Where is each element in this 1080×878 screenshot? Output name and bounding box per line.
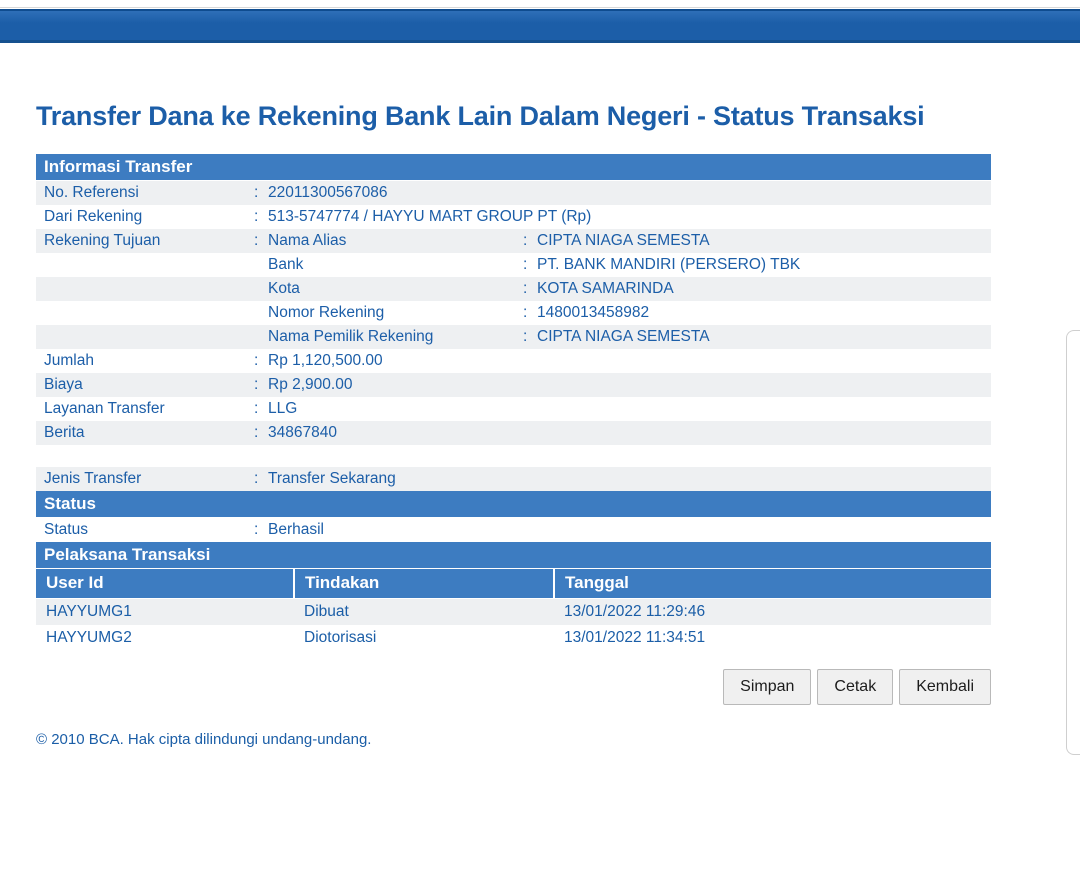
column-header-tindakan: Tindakan: [294, 569, 554, 599]
save-button[interactable]: Simpan: [723, 669, 811, 705]
colon: :: [246, 181, 260, 206]
cell-user-id: HAYYUMG1: [36, 599, 294, 626]
table-spacer: [36, 445, 991, 467]
label-empty: [36, 253, 246, 277]
value-biaya: Rp 2,900.00: [260, 373, 991, 397]
colon: :: [515, 253, 529, 277]
colon: :: [246, 397, 260, 421]
executor-header-row: [36, 569, 991, 599]
label-layanan-transfer: Layanan Transfer: [36, 397, 246, 421]
app-header-bar: [0, 9, 1080, 43]
row-rekening-tujuan-bank: [36, 253, 991, 277]
subvalue-nomor-rekening: 1480013458982: [529, 301, 991, 325]
label-biaya: Biaya: [36, 373, 246, 397]
label-status: Status: [36, 518, 246, 543]
label-empty: [36, 301, 246, 325]
page-content: [0, 43, 1080, 748]
colon-empty: [246, 325, 260, 349]
cell-tindakan: Dibuat: [294, 599, 554, 626]
value-no-referensi: 22011300567086: [260, 181, 991, 206]
status-header-label: Status: [36, 491, 991, 518]
label-empty: [36, 325, 246, 349]
label-no-referensi: No. Referensi: [36, 181, 246, 206]
value-dari-rekening: 513-5747774 / HAYYU MART GROUP PT (Rp): [260, 205, 991, 229]
cell-user-id: HAYYUMG2: [36, 625, 294, 651]
colon: :: [246, 229, 260, 253]
back-button[interactable]: Kembali: [899, 669, 991, 705]
transfer-info-section-header: [36, 154, 991, 181]
subvalue-nama-pemilik: CIPTA NIAGA SEMESTA: [529, 325, 991, 349]
row-jumlah: [36, 349, 991, 373]
executor-table: [36, 569, 991, 651]
value-jenis-transfer: Transfer Sekarang: [260, 467, 991, 491]
page-title: Transfer Dana ke Rekening Bank Lain Dalam Negeri - Status Transaksi: [36, 101, 925, 131]
colon: :: [246, 518, 260, 543]
row-jenis-transfer: [36, 467, 991, 491]
colon: :: [515, 277, 529, 301]
label-jenis-transfer: Jenis Transfer: [36, 467, 246, 491]
status-section-header: [36, 491, 991, 518]
value-jumlah: Rp 1,120,500.00: [260, 349, 991, 373]
transfer-info-table: [36, 154, 991, 569]
table-row: [36, 625, 991, 651]
row-rekening-tujuan-pemilik: [36, 325, 991, 349]
copyright-footer: © 2010 BCA. Hak cipta dilindungi undang-undang.: [36, 731, 372, 748]
sublabel-bank: Bank: [260, 253, 515, 277]
column-header-tanggal: Tanggal: [554, 569, 991, 599]
value-layanan-transfer: LLG: [260, 397, 991, 421]
colon-empty: [246, 253, 260, 277]
cell-tanggal: 13/01/2022 11:34:51: [554, 625, 991, 651]
row-biaya: [36, 373, 991, 397]
header-bar-sheen: [0, 11, 1080, 23]
label-berita: Berita: [36, 421, 246, 445]
label-jumlah: Jumlah: [36, 349, 246, 373]
cell-tindakan: Diotorisasi: [294, 625, 554, 651]
label-dari-rekening: Dari Rekening: [36, 205, 246, 229]
colon-empty: [246, 277, 260, 301]
colon: :: [246, 421, 260, 445]
colon: :: [246, 467, 260, 491]
label-rekening-tujuan: Rekening Tujuan: [36, 229, 246, 253]
subvalue-nama-alias: CIPTA NIAGA SEMESTA: [529, 229, 991, 253]
colon: :: [246, 205, 260, 229]
row-rekening-tujuan-nama-alias: [36, 229, 991, 253]
label-empty: [36, 277, 246, 301]
transfer-info-header-label: Informasi Transfer: [36, 154, 991, 181]
cell-tanggal: 13/01/2022 11:29:46: [554, 599, 991, 626]
colon-empty: [246, 301, 260, 325]
colon: :: [515, 301, 529, 325]
colon: :: [246, 373, 260, 397]
transfer-info-panel: [36, 154, 991, 651]
print-button[interactable]: Cetak: [817, 669, 893, 705]
action-button-row: [36, 669, 991, 705]
sublabel-nama-alias: Nama Alias: [260, 229, 515, 253]
row-no-referensi: [36, 181, 991, 206]
subvalue-bank: PT. BANK MANDIRI (PERSERO) TBK: [529, 253, 991, 277]
sublabel-nama-pemilik: Nama Pemilik Rekening: [260, 325, 515, 349]
subvalue-kota: KOTA SAMARINDA: [529, 277, 991, 301]
row-status: [36, 518, 991, 543]
sublabel-nomor-rekening: Nomor Rekening: [260, 301, 515, 325]
browser-top-bar: [0, 0, 1080, 8]
executor-header-label: Pelaksana Transaksi: [36, 542, 991, 569]
row-rekening-tujuan-kota: [36, 277, 991, 301]
row-layanan-transfer: [36, 397, 991, 421]
row-berita: [36, 421, 991, 445]
row-rekening-tujuan-nomor: [36, 301, 991, 325]
value-berita: 34867840: [260, 421, 991, 445]
sublabel-kota: Kota: [260, 277, 515, 301]
column-header-user-id: User Id: [36, 569, 294, 599]
colon: :: [246, 349, 260, 373]
colon: :: [515, 325, 529, 349]
value-status: Berhasil: [260, 518, 991, 543]
executor-section-header: [36, 542, 991, 569]
table-row: [36, 599, 991, 626]
colon: :: [515, 229, 529, 253]
row-dari-rekening: [36, 205, 991, 229]
